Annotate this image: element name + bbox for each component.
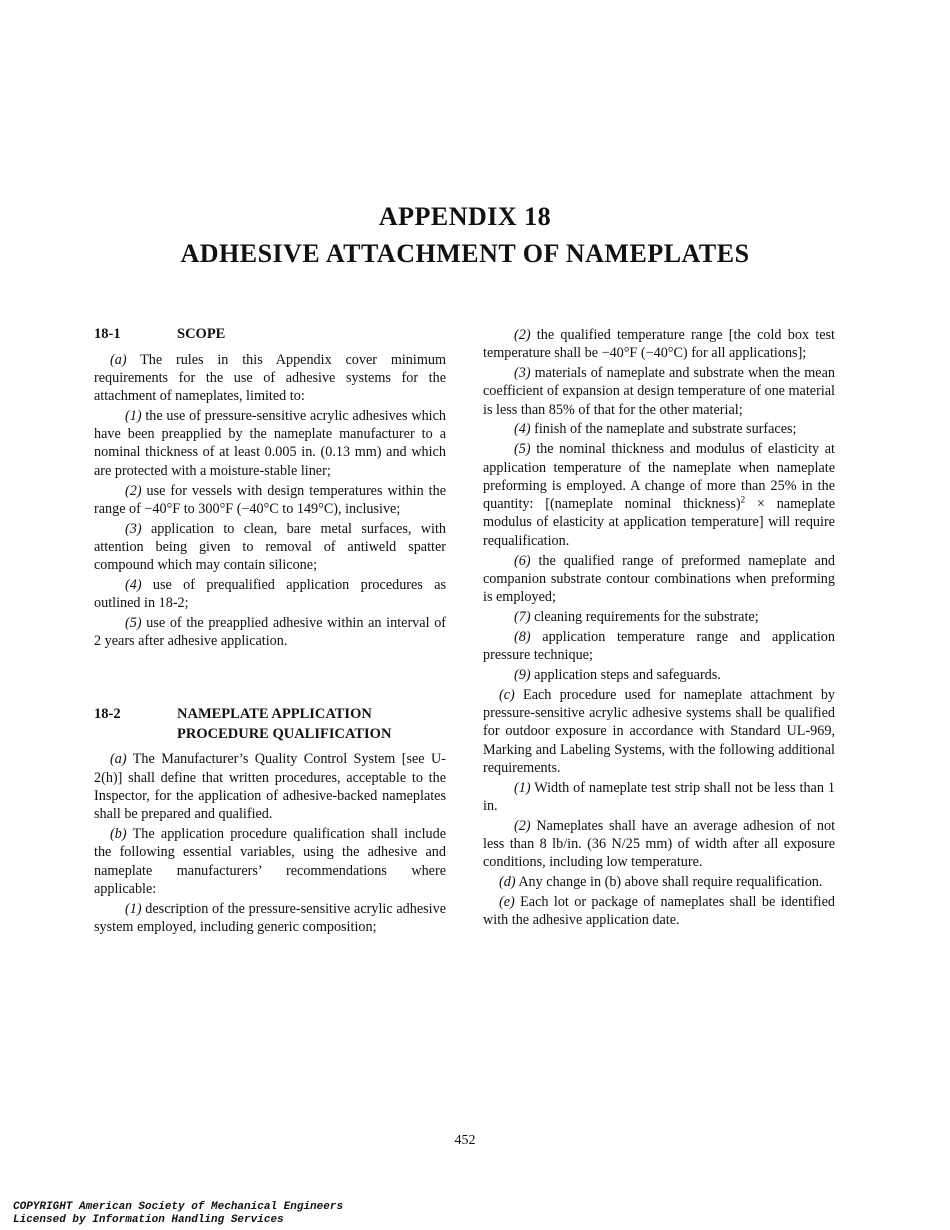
footer-line: Licensed by Information Handling Services	[13, 1213, 284, 1226]
section-heading-18-2	[94, 705, 446, 744]
item-text: Each procedure used for nameplate attachment by pressure-sensitive acrylic adhesive systems shall be qualified for outdoor exposure in accordance with Standard UL-969, Marking and Labeling Systems, with the following additional requirements.	[483, 686, 836, 776]
paragraph-18-2-c-2	[483, 817, 835, 872]
paragraph-18-2-d	[483, 873, 835, 891]
item-text: The rules in this Appendix cover minimum requirements for the use of adhesive systems for the attachment of nameplates, limited to:	[94, 351, 446, 405]
item-label: (8)	[514, 628, 531, 645]
item-label: (c)	[499, 686, 515, 703]
right-column	[483, 326, 835, 931]
section-title: NAMEPLATE APPLICATION PROCEDURE QUALIFICATION	[177, 706, 392, 742]
item-text: Each lot or package of nameplates shall be identified with the adhesive application date.	[483, 893, 836, 929]
item-text: application temperature range and application pressure technique;	[483, 628, 835, 664]
paragraph-18-2-b-1	[94, 900, 446, 937]
paragraph-18-2-b-7	[483, 608, 835, 626]
item-text: the qualified range of preformed nameplate and companion substrate contour combinations when preforming is employed;	[483, 552, 836, 606]
paragraph-18-2-b-3	[483, 364, 835, 419]
paragraph-18-2-b-2	[483, 326, 835, 363]
item-label: (1)	[125, 900, 142, 917]
item-text: description of the pressure-sensitive acrylic adhesive system employed, including generic composition;	[94, 900, 446, 935]
paragraph-18-1-a-4	[94, 576, 446, 613]
footer-line: COPYRIGHT American Society of Mechanical Engineers	[13, 1201, 344, 1213]
item-text: the use of pressure-sensitive acrylic adhesives which have been preapplied by the nameplate manufacturer to a nominal thickness of at least 0.005 in. (0.13 mm) and which are protected with a moisture-stable liner;	[94, 407, 446, 479]
appendix-number: APPENDIX 18	[378, 202, 552, 231]
paragraph-18-2-c-1	[483, 779, 835, 816]
item-label: (3)	[125, 520, 142, 537]
paragraph-18-1-a-3	[94, 520, 446, 575]
item-label: (9)	[514, 666, 531, 683]
item-label: (d)	[499, 874, 516, 891]
left-column	[94, 325, 446, 938]
item-label: (4)	[125, 577, 142, 594]
item-label: (b)	[110, 825, 127, 842]
item-label: (5)	[514, 441, 531, 458]
item-text: finish of the nameplate and substrate surfaces;	[534, 421, 797, 438]
paragraph-18-1-a-5	[94, 614, 446, 651]
item-text: cleaning requirements for the substrate;	[534, 608, 759, 625]
item-label: (4)	[514, 421, 531, 438]
item-label: (6)	[514, 552, 531, 569]
item-label: (5)	[125, 615, 142, 632]
paragraph-18-1-a	[94, 351, 446, 406]
item-text: The Manufacturer’s Quality Control System [see U-2(h)] shall define that written procedures, acceptable to the Inspector, for the application of adhesive-backed nameplates shall be prepared and qualified.	[94, 751, 446, 823]
paragraph-18-2-b	[94, 825, 446, 898]
section-heading-18-1	[94, 325, 446, 345]
item-text: Width of nameplate test strip shall not be less than 1 in.	[483, 779, 835, 814]
item-text: use of prequalified application procedures as outlined in 18-2;	[94, 577, 447, 612]
paragraph-18-2-b-6	[483, 552, 835, 607]
item-text: use for vessels with design temperatures within the range of −40°F to 300°F (−40°C to 149°C), inclusive;	[94, 482, 446, 517]
item-label: (1)	[125, 407, 142, 424]
item-text: × nameplate modulus of elasticity at application temperature] will require requalification.	[483, 496, 835, 549]
item-label: (a)	[110, 351, 127, 368]
item-text: use of the preapplied adhesive within an interval of 2 years after adhesive application.	[94, 615, 447, 650]
item-text: the nominal thickness and modulus of elasticity at application temperature of the nameplate when nameplate preforming is employed. A change of more than 25% in the quantity: [(nameplate nominal thickness)	[483, 441, 836, 513]
item-label: (1)	[514, 779, 531, 796]
paragraph-18-2-c	[483, 686, 835, 777]
paragraph-18-2-b-4	[483, 420, 835, 438]
item-label: (2)	[125, 482, 142, 499]
copyright-footer	[13, 1201, 343, 1226]
paragraph-18-2-a	[94, 750, 446, 823]
item-text: the qualified temperature range [the cold box test temperature shall be −40°F (−40°C) for all applications];	[483, 327, 835, 362]
superscript: 2	[740, 494, 746, 505]
paragraph-18-2-b-8	[483, 628, 835, 665]
item-label: (2)	[514, 817, 531, 834]
item-text: application to clean, bare metal surfaces, with attention being given to removal of antiweld spatter compound which may contain silicone;	[94, 520, 446, 574]
paragraph-18-2-e	[483, 893, 835, 930]
item-text: The application procedure qualification shall include the following essential variables, using the adhesive and nameplate manufacturers’ recommendations where applicable:	[94, 825, 447, 897]
appendix-title: ADHESIVE ATTACHMENT OF NAMEPLATES	[180, 239, 750, 268]
item-label: (2)	[514, 327, 531, 343]
item-label: (e)	[499, 893, 515, 910]
paragraph-18-2-b-9	[483, 666, 835, 684]
section-title: SCOPE	[177, 326, 226, 342]
item-label: (a)	[110, 751, 127, 768]
paragraph-18-1-a-2	[94, 482, 446, 519]
paragraph-18-2-b-5	[483, 440, 835, 550]
item-text: Nameplates shall have an average adhesion of not less than 8 lb/in. (36 N/25 mm) of width after all exposure conditions, including low temperature.	[483, 817, 836, 871]
section-number: 18-1	[94, 326, 121, 342]
item-text: application steps and safeguards.	[534, 666, 721, 683]
section-number: 18-2	[94, 706, 121, 723]
paragraph-18-1-a-1	[94, 407, 446, 480]
item-text: Any change in (b) above shall require requalification.	[518, 874, 823, 891]
item-text: materials of nameplate and substrate when the mean coefficient of expansion at design temperature of one material is less than 85% of that for the other material;	[483, 365, 835, 418]
item-label: (7)	[514, 608, 531, 625]
page-number: 452	[454, 1133, 476, 1148]
item-label: (3)	[514, 365, 531, 382]
